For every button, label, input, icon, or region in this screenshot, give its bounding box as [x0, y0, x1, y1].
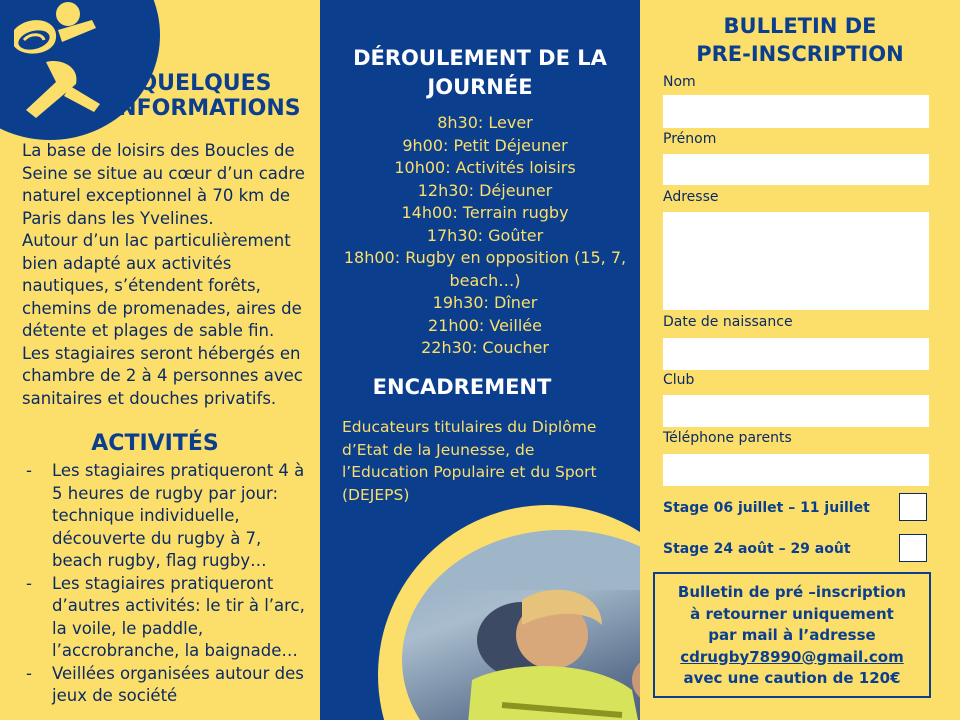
schedule-item: 10h00: Activités loisirs [394, 158, 576, 177]
schedule-item: 22h30: Coucher [421, 338, 549, 357]
info-paragraph: La base de loisirs des Boucles de Seine se situe au cœur d’un cadre naturel exceptionnel à 70 km de Paris dans les Yvelines. [22, 141, 305, 228]
schedule-item: 17h30: Goûter [426, 225, 544, 245]
schedule-item: 18h00: Rugby en opposition (15, 7, beach…) [343, 248, 627, 290]
notice-line: Bulletin de pré –inscription [677, 583, 907, 601]
list-item: - Les stagiaires pratiqueront 4 à 5 heures de rugby par jour: technique individuelle, découverte du rugby à 7, beach rugby, flag rugby… [22, 460, 312, 573]
form-title-line: BULLETIN DE [723, 14, 877, 38]
schedule-item: 14h00: Terrain rugby [401, 203, 569, 222]
schedule-item: 19h30: Dîner [432, 293, 538, 312]
stage-july-checkbox[interactable] [899, 493, 927, 521]
notice-line: par mail à l’adresse [708, 626, 876, 644]
telephone-label: Téléphone parents [663, 430, 792, 446]
schedule-item: 12h30: Déjeuner [417, 180, 553, 200]
adresse-input[interactable] [663, 212, 929, 310]
stage-august-checkbox[interactable] [899, 534, 927, 562]
info-text [22, 140, 312, 410]
nom-label: Nom [663, 74, 696, 90]
schedule-item: 21h00: Veillée [428, 315, 542, 335]
left-panel [0, 0, 320, 720]
info-paragraph: Autour d’un lac particulièrement bien adapté aux activités nautiques, s’étendent forêts, chemins de promenades, aires de détente et plages de sable fin. [22, 231, 302, 340]
info-title [110, 71, 300, 121]
schedule-title-line: JOURNÉE [427, 75, 533, 99]
list-item: - Veillées organisées autour des jeux de société [22, 663, 312, 708]
stage-august-label: Stage 24 août – 29 août [663, 541, 851, 557]
naissance-label: Date de naissance [663, 314, 793, 330]
stage-july-label: Stage 06 juillet – 11 juillet [663, 500, 870, 516]
registration-notice [653, 572, 931, 698]
form-title [640, 12, 960, 68]
info-title-line: INFORMATIONS [110, 96, 301, 121]
schedule-title-line: DÉROULEMENT DE LA [353, 46, 607, 70]
club-label: Club [663, 372, 695, 388]
email-link[interactable]: cdrugby78990@gmail.com [680, 647, 904, 666]
notice-line: avec une caution de 120€ [683, 669, 901, 687]
info-paragraph: Les stagiaires seront hébergés en chambre de 2 à 4 personnes avec sanitaires et douches privatifs. [22, 343, 303, 408]
schedule-item: 8h30: Lever [437, 113, 533, 132]
notice-line: à retourner uniquement [690, 604, 894, 623]
form-title-line: PRE-INSCRIPTION [696, 42, 904, 66]
info-title-line: QUELQUES [138, 71, 272, 96]
schedule-item: 9h00: Petit Déjeuner [402, 135, 568, 155]
club-input[interactable] [663, 395, 929, 427]
staff-title: ENCADREMENT [372, 375, 552, 399]
nom-input[interactable] [663, 95, 929, 128]
naissance-input[interactable] [663, 338, 929, 370]
prenom-input[interactable] [663, 154, 929, 185]
telephone-input[interactable] [663, 454, 929, 486]
schedule-title [320, 44, 640, 102]
staff-text: Educateurs titulaires du Diplôme d’Etat de la Jeunesse, de l’Education Populaire et du Sport (DEJEPS) [342, 418, 597, 504]
middle-panel [320, 0, 640, 720]
prenom-label: Prénom [663, 131, 717, 147]
list-item: - Les stagiaires pratiqueront d’autres activités: le tir à l’arc, la voile, le paddle, l’accrobranche, la baignade… [22, 573, 312, 663]
schedule-list [340, 112, 630, 360]
adresse-label: Adresse [663, 189, 719, 205]
activities-list [22, 460, 312, 708]
activities-title: ACTIVITÉS [91, 431, 219, 456]
